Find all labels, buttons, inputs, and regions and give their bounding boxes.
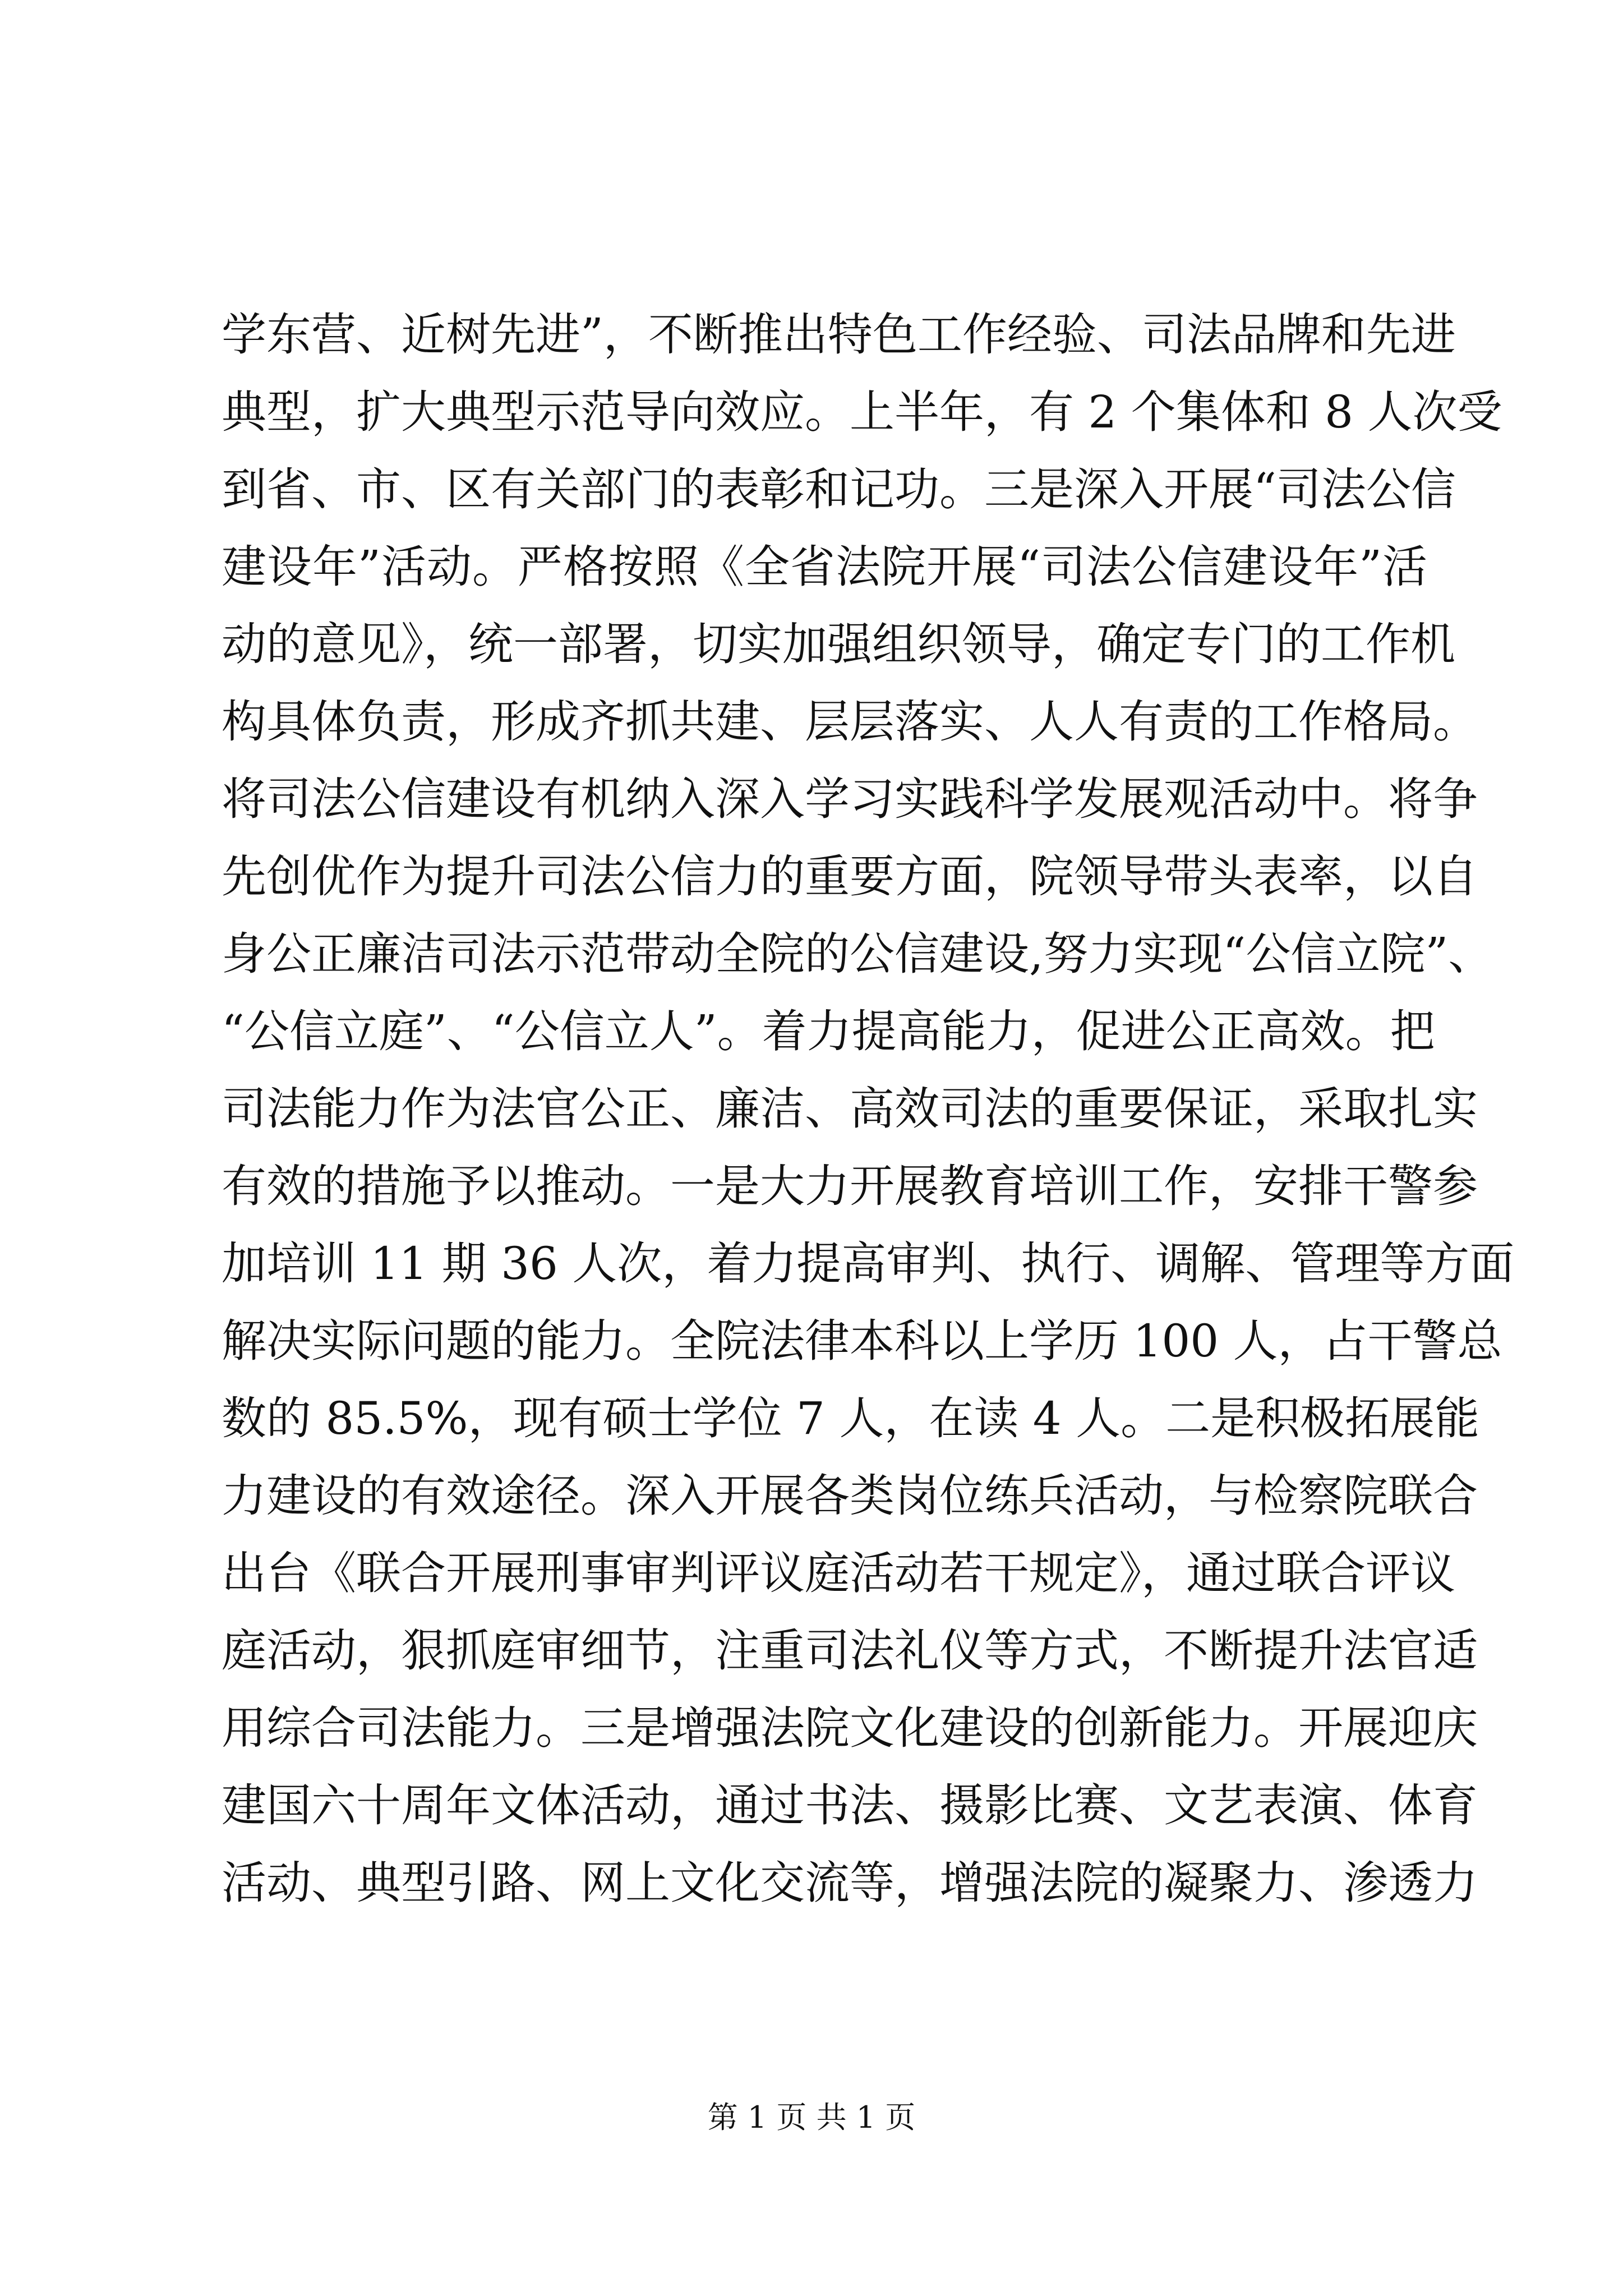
text-line: 身公正廉洁司法示范带动全院的公信建设,努力实现“公信立院”、 bbox=[222, 928, 1493, 980]
text-line: 有效的措施予以推动。一是大力开展教育培训工作，安排干警参 bbox=[222, 1160, 1478, 1212]
text-line: 庭活动，狠抓庭审细节，注重司法礼仪等方式，不断提升法官适 bbox=[222, 1625, 1478, 1677]
text-line: 构具体负责，形成齐抓共建、层层落实、人人有责的工作格局。 bbox=[222, 696, 1478, 748]
text-line: 活动、典型引路、网上文化交流等，增强法院的凝聚力、渗透力 bbox=[222, 1857, 1478, 1909]
text-line: 出台《联合开展刑事审判评议庭活动若干规定》，通过联合评议 bbox=[222, 1547, 1455, 1599]
page-footer: 第 1 页 共 1 页 bbox=[707, 2100, 916, 2135]
text-line: 建国六十周年文体活动，通过书法、摄影比赛、文艺表演、体育 bbox=[222, 1779, 1478, 1832]
text-line: 用综合司法能力。三是增强法院文化建设的创新能力。开展迎庆 bbox=[222, 1702, 1478, 1754]
text-line: 典型，扩大典型示范导向效应。上半年，有 2 个集体和 8 人次受 bbox=[222, 386, 1502, 438]
text-line: 到省、市、区有关部门的表彰和记功。三是深入开展“司法公信 bbox=[222, 463, 1456, 516]
body-text bbox=[222, 296, 1515, 1922]
text-line: 先创优作为提升司法公信力的重要方面，院领导带头表率，以自 bbox=[222, 850, 1478, 903]
text-line: 将司法公信建设有机纳入深入学习实践科学发展观活动中。将争 bbox=[222, 773, 1478, 825]
text-line: 加培训 11 期 36 人次，着力提高审判、执行、调解、管理等方面 bbox=[222, 1237, 1515, 1290]
text-line: 学东营、近树先进”，不断推出特色工作经验、司法品牌和先进 bbox=[222, 309, 1456, 361]
text-line: 力建设的有效途径。深入开展各类岗位练兵活动，与检察院联合 bbox=[222, 1470, 1478, 1522]
text-line: 数的 85.5%，现有硕士学位 7 人，在读 4 人。二是积极拓展能 bbox=[222, 1392, 1480, 1444]
text-line: “公信立庭”、“公信立人”。着力提高能力，促进公正高效。把 bbox=[222, 1005, 1435, 1057]
text-line: 司法能力作为法官公正、廉洁、高效司法的重要保证，采取扎实 bbox=[222, 1083, 1478, 1135]
text-line: 动的意见》，统一部署，切实加强组织领导，确定专门的工作机 bbox=[222, 618, 1455, 670]
text-line: 建设年”活动。严格按照《全省法院开展“司法公信建设年”活 bbox=[222, 541, 1427, 593]
text-line: 解决实际问题的能力。全院法律本科以上学历 100 人，占干警总 bbox=[222, 1315, 1502, 1367]
